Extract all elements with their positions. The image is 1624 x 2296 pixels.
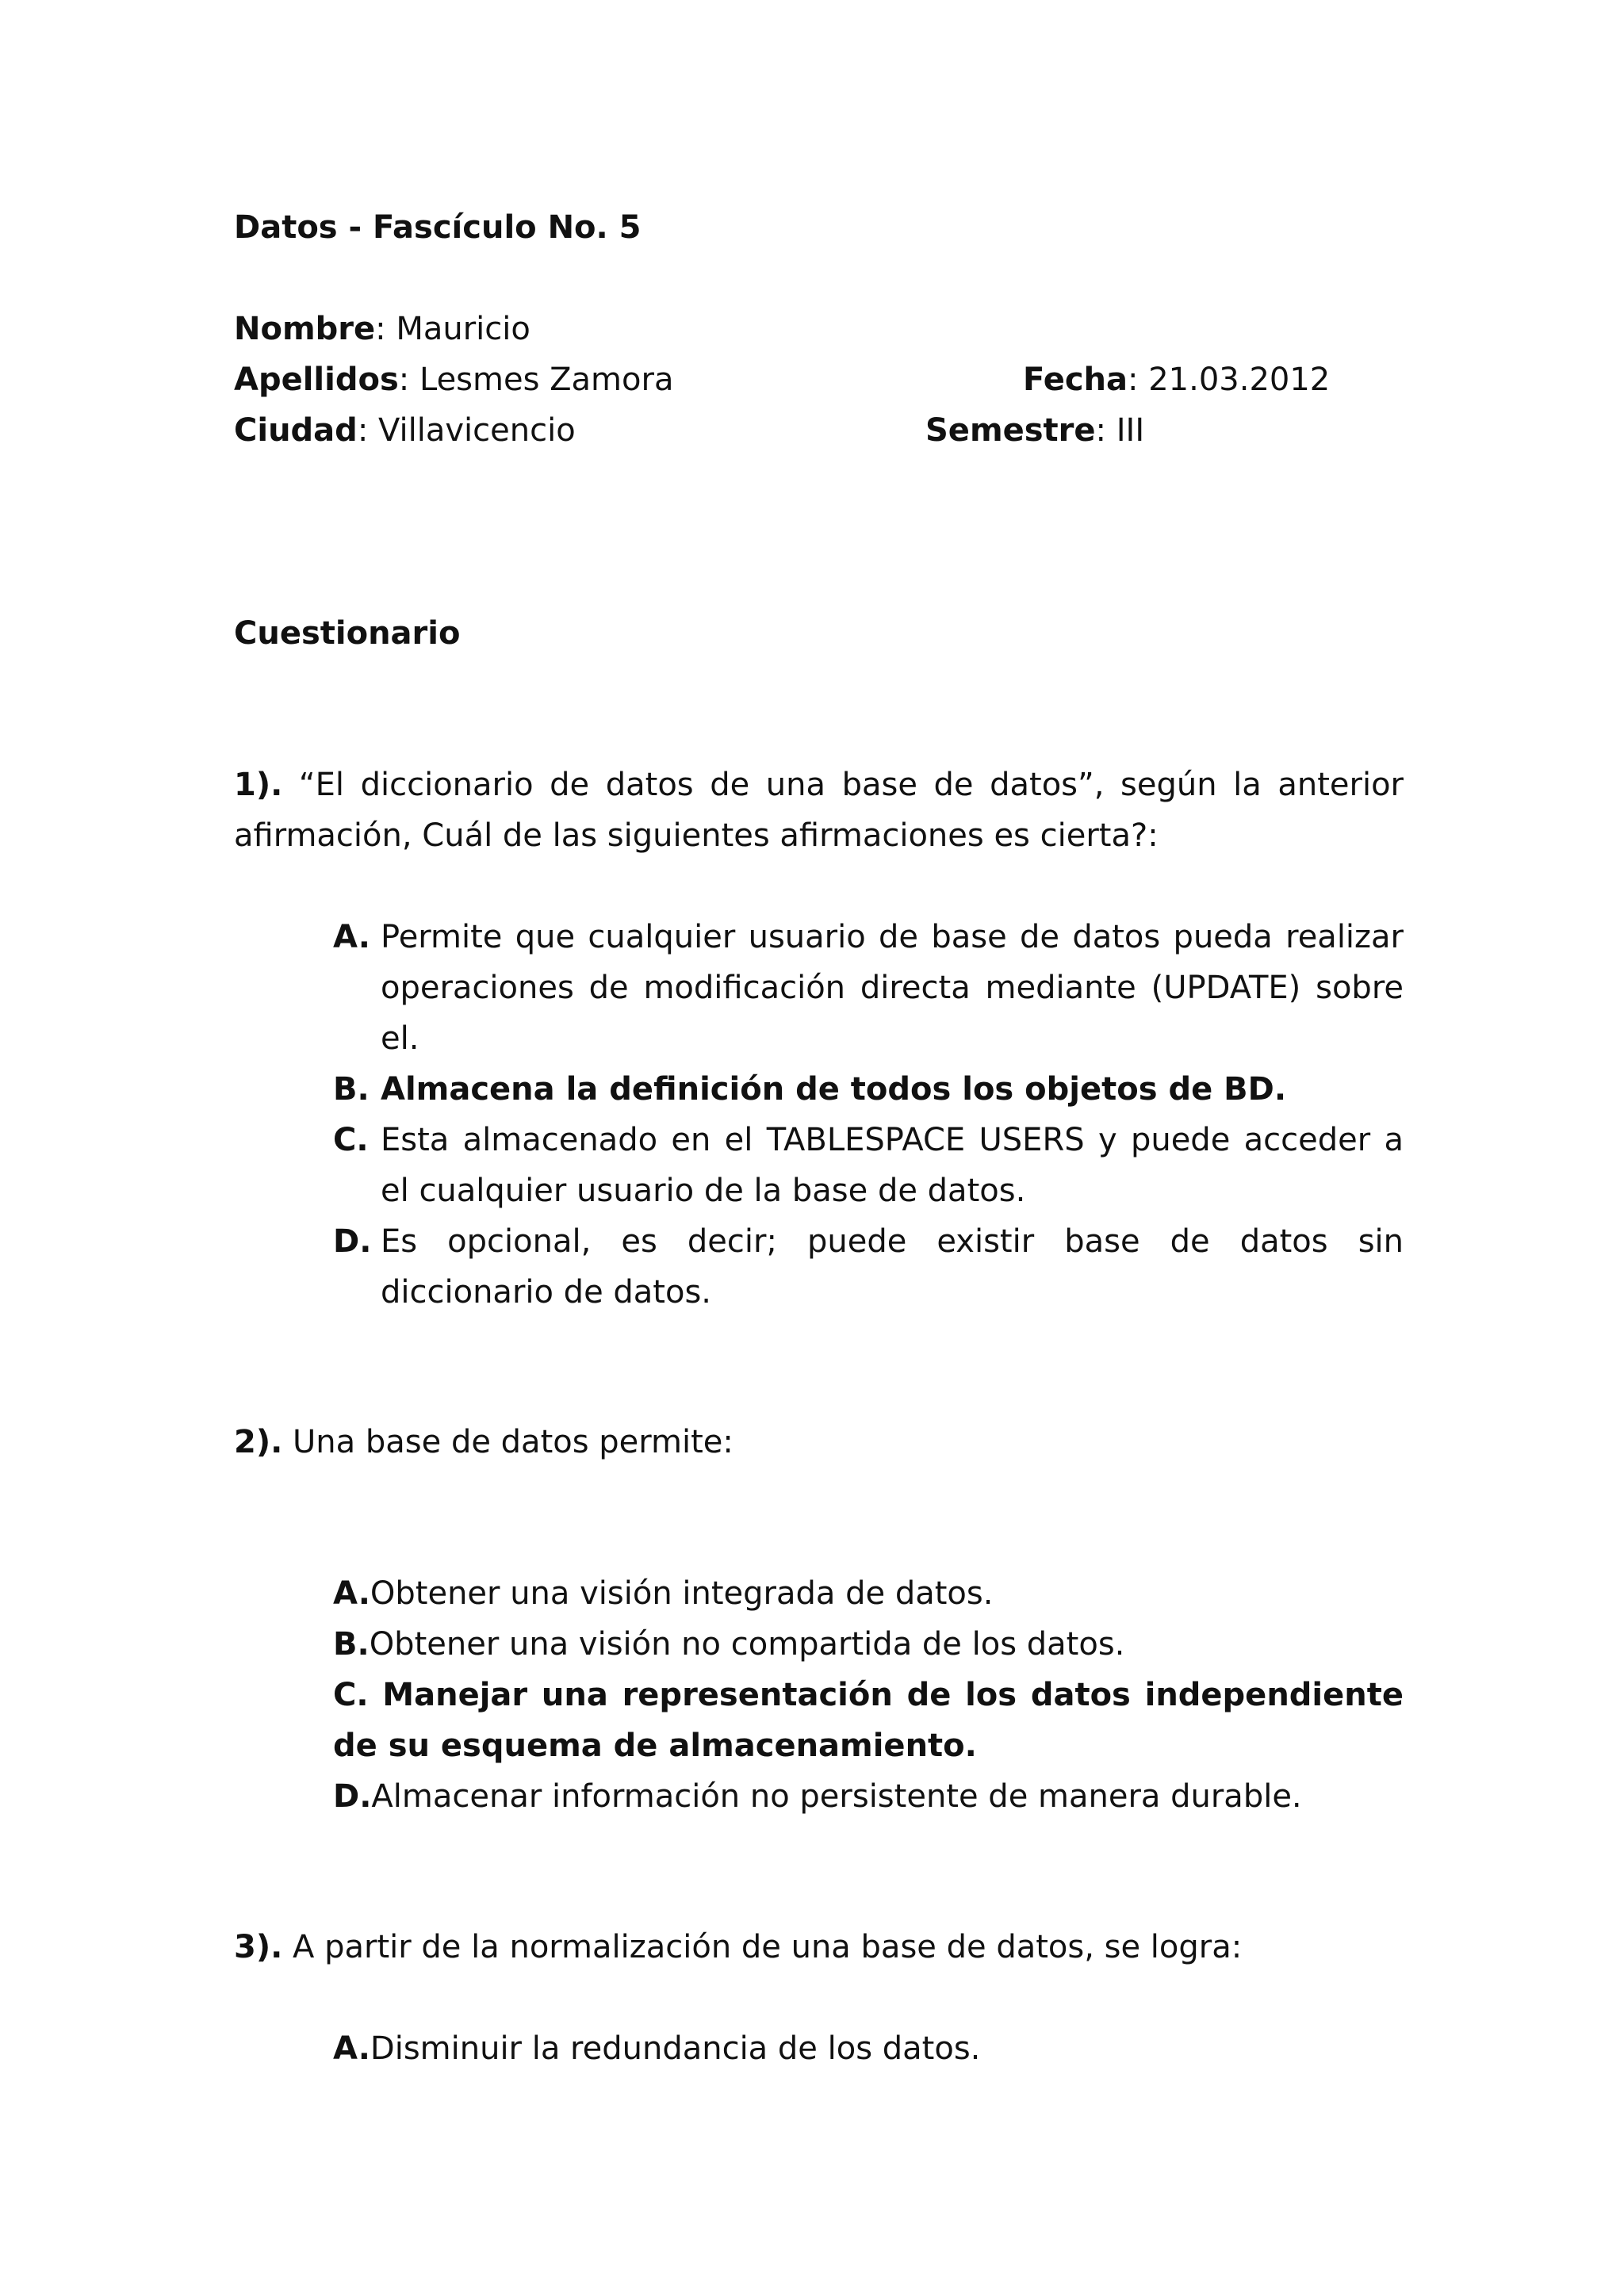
q2-option-a: [333, 1568, 1404, 1619]
ciudad-value: Villavicencio: [378, 412, 576, 449]
option-letter: B.: [333, 1071, 370, 1108]
q1-option-b: [333, 1064, 1404, 1115]
option-letter: B.: [333, 1626, 370, 1663]
question-number: 1).: [234, 767, 283, 803]
question-1: [234, 760, 1404, 861]
document-title: Datos - Fascículo No. 5: [234, 209, 642, 246]
nombre-value: Mauricio: [396, 311, 530, 347]
section-title: Cuestionario: [234, 615, 461, 652]
question-text: “El diccionario de datos de una base de datos”, según la anterior afirmación, Cuál de las siguientes afirmaciones es cierta?:: [234, 767, 1404, 854]
option-text: Almacenar información no persistente de manera durable.: [371, 1778, 1302, 1815]
fecha-row: Fecha: 21.03.2012: [1023, 362, 1331, 398]
semestre-row: Semestre: III: [925, 412, 1145, 449]
question-text: Una base de datos permite:: [293, 1424, 733, 1460]
q1-option-d: [333, 1216, 1404, 1318]
q2-option-b: [333, 1619, 1404, 1670]
q2-option-c: [333, 1670, 1404, 1771]
ciudad-row: Ciudad: Villavicencio: [234, 412, 576, 449]
option-text: Manejar una representación de los datos independiente de su esquema de almacenamiento.: [333, 1677, 1404, 1764]
option-letter: C.: [333, 1122, 369, 1158]
question-number: 3).: [234, 1929, 283, 1965]
option-letter: A.: [333, 2030, 370, 2067]
apellidos-label: Apellidos: [234, 362, 399, 398]
fecha-label: Fecha: [1023, 362, 1128, 398]
option-text: Obtener una visión integrada de datos.: [370, 1575, 994, 1612]
question-text: A partir de la normalización de una base de datos, se logra:: [293, 1929, 1243, 1965]
option-text: Almacena la definición de todos los objetos de BD.: [381, 1071, 1287, 1108]
apellidos-value: Lesmes Zamora: [419, 362, 674, 398]
option-text: Esta almacenado en el TABLESPACE USERS y puede acceder a el cualquier usuario de la base de datos.: [381, 1122, 1404, 1209]
nombre-label: Nombre: [234, 311, 376, 347]
question-number: 2).: [234, 1424, 283, 1460]
option-text: Obtener una visión no compartida de los datos.: [369, 1626, 1125, 1663]
option-text: Permite que cualquier usuario de base de datos pueda realizar operaciones de modificación directa mediante (UPDATE) sobre el.: [381, 919, 1404, 1057]
option-letter: D.: [333, 1778, 372, 1815]
q1-option-c: [333, 1115, 1404, 1216]
option-letter: C.: [333, 1677, 369, 1713]
option-letter: A.: [333, 919, 370, 955]
semestre-value: III: [1116, 412, 1145, 449]
apellidos-row: Apellidos: Lesmes Zamora: [234, 362, 674, 398]
q1-option-a: [333, 912, 1404, 1064]
question-3: [234, 1922, 1404, 1973]
option-text: Disminuir la redundancia de los datos.: [370, 2030, 981, 2067]
semestre-label: Semestre: [925, 412, 1096, 449]
nombre-row: Nombre: Mauricio: [234, 311, 530, 347]
q3-option-a: [333, 2023, 1404, 2074]
option-letter: D.: [333, 1223, 372, 1260]
option-text: Es opcional, es decir; puede existir base de datos sin diccionario de datos.: [381, 1223, 1404, 1311]
q2-option-d: [333, 1771, 1404, 1822]
option-letter: A.: [333, 1575, 370, 1612]
fecha-value: 21.03.2012: [1148, 362, 1331, 398]
question-2: [234, 1417, 1404, 1468]
ciudad-label: Ciudad: [234, 412, 358, 449]
